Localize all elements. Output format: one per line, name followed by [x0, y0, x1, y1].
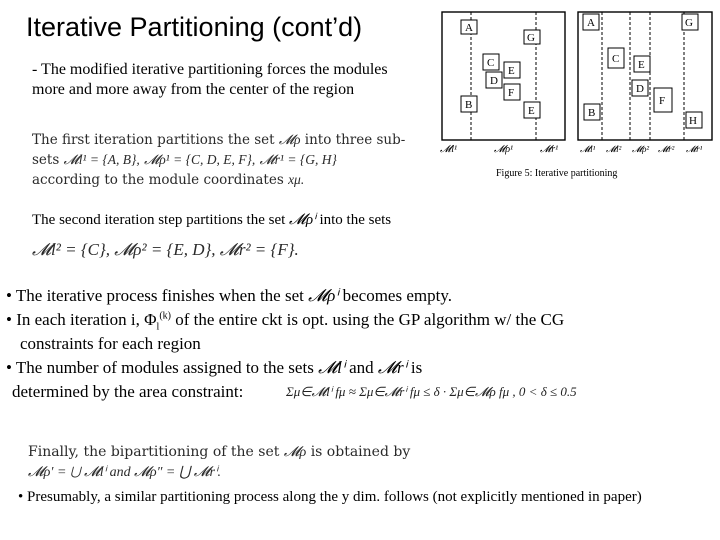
right-axis-label-rho2: 𝓜ρ² [632, 144, 650, 154]
second-iteration-text [32, 210, 391, 229]
left-module-b: B [465, 99, 473, 111]
finally-text-a: Finally, the bipartitioning of the set [28, 444, 280, 460]
right-module-h: H [689, 115, 697, 127]
figure-iterative-partitioning [436, 8, 716, 188]
second-iteration-a: The second iteration step partitions the set [32, 212, 286, 228]
second-iteration-math: 𝓜ρⁱ [289, 212, 316, 228]
right-module-d: D [636, 83, 644, 95]
bullet-3-is: is [410, 358, 423, 377]
area-constraint-equation: Σμ∈𝓜lⁱ fμ ≈ Σμ∈𝓜rⁱ fμ ≤ δ · Σμ∈𝓜ρ fμ , 0 < δ ≤ 0.5 [286, 384, 577, 399]
right-axis-label-r2: 𝓜r² [658, 144, 675, 154]
intro-text: - The modified iterative partitioning forces the modules more and more away from the center of the region [32, 61, 388, 98]
finally-math-set: 𝓜ρ [283, 445, 307, 460]
slide-title: Iterative Partitioning (cont’d) [26, 12, 363, 42]
paper-math-coord: xμ. [288, 172, 305, 187]
bullet-1a: • The iterative process finishes when the set [6, 286, 304, 305]
paper-line-2 [32, 150, 432, 170]
bullet-2-sub: l [156, 321, 160, 333]
left-axis-label-rho1: 𝓜ρ¹ [494, 144, 513, 155]
right-module-c: C [612, 53, 620, 65]
left-module-f: F [508, 87, 515, 99]
right-module-g: G [685, 17, 693, 29]
bullet-3-math-l: 𝓜lⁱ [318, 358, 345, 377]
paper-math-r1: 𝓜r¹ = {G, H} [259, 152, 337, 167]
left-module-a: A [465, 22, 473, 34]
bullet-3-math-r: 𝓜rⁱ [377, 358, 407, 377]
left-module-c: C [487, 57, 495, 69]
paper-math-rho1: 𝓜ρ¹ = {C, D, E, F}, [144, 152, 256, 167]
bullet-3-and: and [349, 358, 374, 377]
left-module-e2: E [528, 105, 535, 117]
right-module-a: A [587, 17, 595, 29]
paper-line-2a: sets [32, 152, 60, 168]
left-module-e: E [508, 65, 515, 77]
second-iteration-equation: 𝓜l² = {C}, 𝓜ρ² = {E, D}, 𝓜r² = {F}. [32, 240, 299, 259]
bullet-3-continued: determined by the area constraint: [12, 382, 244, 401]
left-axis-label-l1: 𝓜l¹ [440, 144, 457, 155]
bullet-2-continued: constraints for each region [20, 334, 201, 353]
finally-line-1 [28, 442, 448, 463]
finally-block [28, 442, 448, 483]
paper-math-set: 𝓜ρ [278, 132, 301, 147]
left-module-g: G [527, 32, 535, 44]
bullet-2-sup: (k) [159, 310, 171, 322]
finally-math-line: 𝓜ρ′ = ⋃ 𝓜lⁱ and 𝓜ρ″ = ⋃ 𝓜rⁱ. [28, 465, 221, 480]
bullet-1b: becomes empty. [342, 286, 452, 305]
paper-line-3a: according to the module coordinates [32, 172, 284, 188]
paper-line-1 [32, 130, 432, 150]
paper-math-l1: 𝓜l¹ = {A, B}, [63, 152, 140, 167]
right-module-b: B [588, 107, 596, 119]
right-axis-label-r1: 𝓜r¹ [686, 144, 703, 154]
right-axis-label-l2: 𝓜l² [606, 144, 622, 154]
figure-svg [436, 8, 716, 188]
bullet-3a: • The number of modules assigned to the sets [6, 358, 314, 377]
finally-text-b: is obtained by [310, 444, 411, 460]
final-note: • Presumably, a similar partitioning process along the y dim. follows (not explicitly mentioned in paper) [18, 489, 642, 505]
bullet-2 [6, 310, 564, 332]
left-axis-label-r1: 𝓜r¹ [540, 144, 559, 155]
second-iteration-b: into the sets [319, 212, 392, 228]
right-module-e: E [638, 59, 645, 71]
right-axis-label-l1: 𝓜l¹ [580, 144, 596, 154]
paper-line-3 [32, 170, 432, 190]
bullet-1-math: 𝓜ρⁱ [308, 286, 339, 305]
right-module-f: F [659, 95, 666, 107]
left-module-d: D [490, 75, 498, 87]
paper-line-1a: The first iteration partitions the set [32, 132, 275, 148]
bullet-2b: of the entire ckt is opt. using the GP algorithm w/ the CG [171, 310, 565, 329]
bullet-3 [6, 358, 422, 378]
bullet-1 [6, 286, 452, 306]
paper-first-iteration [32, 130, 432, 190]
figure-caption: Figure 5: Iterative partitioning [496, 168, 618, 179]
paper-line-1b: into three sub- [304, 132, 406, 148]
bullet-2a: • In each iteration i, Φ [6, 310, 157, 329]
